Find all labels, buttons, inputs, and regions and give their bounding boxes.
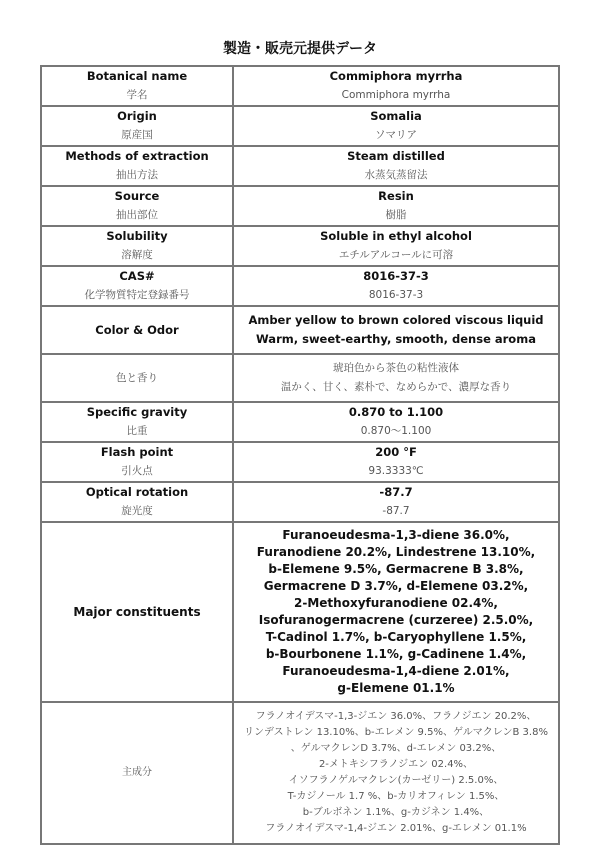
value-ja-line: フラノオイデスマ-1,4-ジエン 2.01%、g-エレメン 01.1% <box>265 823 527 834</box>
label-en: Flash point <box>100 445 174 459</box>
value-ja: Commiphora myrrha <box>341 89 451 101</box>
table-row <box>41 146 559 186</box>
value-ja: 0.870～1.100 <box>360 425 432 437</box>
label-ja: 原産国 <box>121 129 153 141</box>
value-ja: 樹脂 <box>385 209 407 221</box>
value-ja-line: リンデストレン 13.10%、b-エレメン 9.5%、ゲルマクレンB 3.8% <box>244 727 548 738</box>
value-ja-line: 温かく、甘く、素朴で、なめらかで、濃厚な香り <box>280 381 512 393</box>
value-en: Somalia <box>370 109 422 123</box>
label-en: Specific gravity <box>86 405 188 419</box>
label-ja: 色と香り <box>116 371 158 384</box>
label-en: CAS# <box>119 269 155 283</box>
label-ja: 主成分 <box>122 767 152 778</box>
label-en: Botanical name <box>86 69 188 83</box>
label-en: Source <box>114 189 160 203</box>
value-en-line: Furanoeudesma-1,3-diene 36.0%, <box>282 528 510 542</box>
value-en-line: Germacrene D 3.7%, d-Elemene 03.2%, <box>263 579 529 593</box>
label-ja: 比重 <box>126 425 148 437</box>
label-ja: 溶解度 <box>121 249 153 261</box>
value-en: Resin <box>378 189 414 203</box>
value-en-line: 2-Methoxyfuranodiene 02.4%, <box>294 596 498 610</box>
value-en: Soluble in ethyl alcohol <box>320 229 472 243</box>
value-en: Steam distilled <box>347 149 445 163</box>
value-ja: エチルアルコールに可溶 <box>338 249 454 261</box>
table-row <box>41 106 559 146</box>
table-row <box>41 442 559 482</box>
value-en-line: Furanoeudesma-1,4-diene 2.01%, <box>282 664 510 678</box>
value-en: 200 °F <box>375 445 417 459</box>
product-data-table <box>40 65 560 845</box>
value-ja: 水蒸気蒸留法 <box>364 169 428 181</box>
label-ja: 抽出方法 <box>116 169 158 181</box>
label-en: Optical rotation <box>85 485 189 499</box>
value-en: Commiphora myrrha <box>329 69 463 83</box>
value-ja-line: b-ブルボネン 1.1%、g-カジネン 1.4%、 <box>302 807 490 818</box>
value-ja-line: 2-メトキシフラノジエン 02.4%、 <box>318 759 474 770</box>
label-ja: 旋光度 <box>121 505 153 517</box>
label-en: Solubility <box>106 229 168 243</box>
value-ja-line: イソフラノゲルマクレン(カーゼリー) 2.5.0%、 <box>288 775 504 786</box>
value-en-line: T-Cadinol 1.7%, b-Caryophyllene 1.5%, <box>265 630 527 644</box>
value-ja-line: 琥珀色から茶色の粘性液体 <box>333 362 459 374</box>
value-ja: 8016-37-3 <box>368 289 424 301</box>
value-en: 0.870 to 1.100 <box>348 405 444 419</box>
table-row-ja <box>41 354 559 402</box>
value-en-line: g-Elemene 01.1% <box>337 681 455 695</box>
value-ja-line: 、ゲルマクレンD 3.7%、d-エレメン 03.2%、 <box>290 743 502 754</box>
label-en: Origin <box>117 109 157 123</box>
table-row <box>41 482 559 522</box>
table-row <box>41 306 559 354</box>
value-en: -87.7 <box>379 485 413 499</box>
table-row <box>41 522 559 702</box>
table-row <box>41 226 559 266</box>
value-en-line: b-Bourbonene 1.1%, g-Cadinene 1.4%, <box>265 647 527 661</box>
label-ja: 化学物質特定登録番号 <box>84 289 190 301</box>
value-en: 8016-37-3 <box>363 269 429 283</box>
label-en: Methods of extraction <box>65 149 209 163</box>
value-ja: ソマリア <box>375 129 417 141</box>
value-ja-line: フラノオイデスマ-1,3-ジエン 36.0%、フラノジエン 20.2%、 <box>255 711 537 722</box>
value-ja: 93.3333℃ <box>368 465 424 477</box>
table-row <box>41 266 559 306</box>
label-en: Major constituents <box>73 604 201 619</box>
table-row <box>41 186 559 226</box>
value-en-line: b-Elemene 9.5%, Germacrene B 3.8%, <box>268 562 524 576</box>
table-row-ja <box>41 702 559 844</box>
value-en-line: Furanodiene 20.2%, Lindestrene 13.10%, <box>256 545 536 559</box>
value-en-line: Isofuranogermacrene (curzeree) 2.5.0%, <box>258 613 534 627</box>
value-ja-line: T-カジノール 1.7 %、b-カリオフィレン 1.5%、 <box>287 791 505 802</box>
label-ja: 抽出部位 <box>116 209 158 221</box>
table-row <box>41 402 559 442</box>
label-en: Color & Odor <box>95 322 179 337</box>
value-ja: -87.7 <box>382 505 410 517</box>
value-en-line: Amber yellow to brown colored viscous liquid <box>248 313 544 327</box>
value-en-line: Warm, sweet-earthy, smooth, dense aroma <box>256 332 536 346</box>
page-title: 製造・販売元提供データ <box>223 41 377 57</box>
table-row <box>41 66 559 106</box>
label-ja: 学名 <box>126 89 148 101</box>
label-ja: 引火点 <box>121 465 153 477</box>
